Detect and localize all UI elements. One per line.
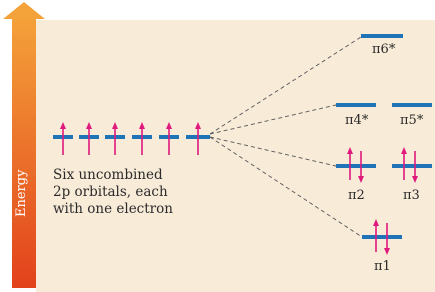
pi4-level <box>336 103 376 107</box>
pi2-level <box>336 164 376 168</box>
pi5-level <box>392 103 432 107</box>
pi2-label: π2 <box>348 188 365 203</box>
caption-line: with one electron <box>53 201 173 217</box>
pi1-level <box>362 235 402 239</box>
diagram-background <box>36 20 435 292</box>
caption-line: Six uncombined <box>53 167 163 183</box>
p-orbitals-caption <box>53 167 203 218</box>
pi1-label: π1 <box>374 259 391 274</box>
pi3-level <box>392 164 432 168</box>
pi5-label: π5* <box>400 113 424 128</box>
pi6-level <box>361 34 403 38</box>
caption-line: 2p orbitals, each <box>53 184 168 200</box>
pi3-label: π3 <box>403 188 420 203</box>
pi4-label: π4* <box>345 113 369 128</box>
energy-axis-label: Energy <box>14 169 29 217</box>
pi6-label: π6* <box>372 42 396 57</box>
